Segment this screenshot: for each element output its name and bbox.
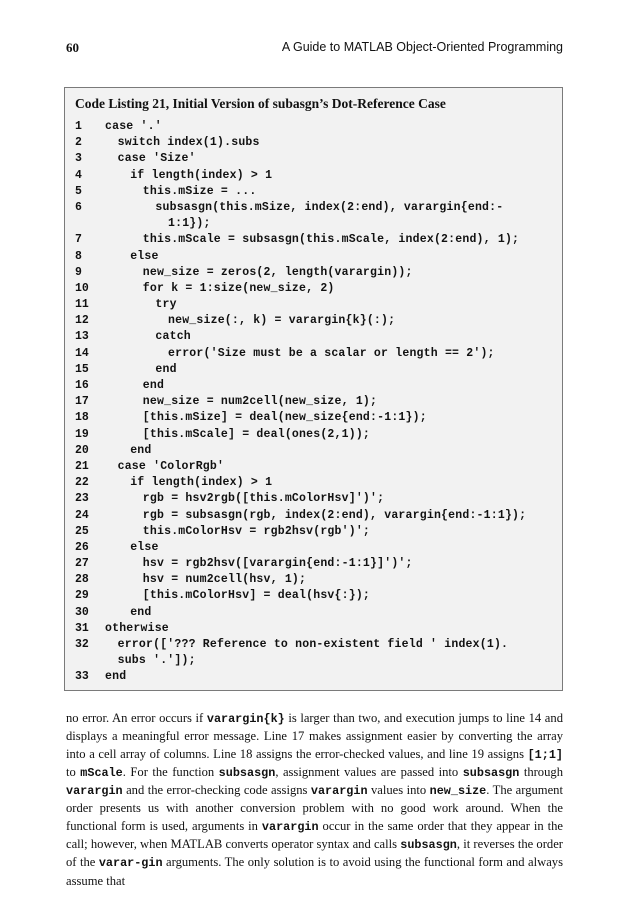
code-line [65,362,562,378]
inline-code: varargin [66,784,123,799]
inline-code: [1;1] [527,747,563,762]
code-line [65,572,562,588]
code-line [65,329,562,345]
line-number: 7 [75,233,82,247]
code-text: try [155,298,177,312]
code-text: new_size(:, k) = varargin{k}(:); [168,314,396,328]
line-number: 24 [75,508,89,522]
code-text: error(['??? Reference to non-existent field ' index(1). [117,638,509,651]
line-number: 20 [75,443,89,457]
code-text: rgb = hsv2rgb([this.mColorHsv]')'; [142,492,385,506]
code-line [65,508,562,524]
code-line [65,249,562,265]
code-text: case 'Size' [117,152,196,166]
code-text: switch index(1).subs [117,136,260,150]
code-text: new_size = num2cell(new_size, 1); [142,395,378,409]
code-text: end [130,443,152,457]
code-line [65,313,562,329]
running-title: A Guide to MATLAB Object-Oriented Programming [281,40,563,54]
line-number: 16 [75,379,89,392]
code-text: subs '.']); [117,654,196,668]
code-text: [this.mScale] = deal(ones(2,1)); [142,427,371,441]
line-number: 19 [75,427,89,441]
code-line [65,653,562,669]
line-number: 21 [75,459,89,473]
code-line [65,265,562,281]
code-line [65,524,562,540]
line-number: 12 [75,314,89,328]
code-line [65,119,562,135]
code-line [65,540,562,556]
code-text: else [130,540,159,554]
page-header [66,40,563,60]
code-line [65,410,562,426]
line-number: 4 [75,168,82,182]
code-text: end [130,605,152,619]
line-number: 33 [75,670,89,684]
code-text: if length(index) > 1 [130,168,273,182]
code-text: end [105,670,127,684]
code-line [65,281,562,297]
body-text-segment: occur in the same order that they appear in the call; however, when MATLAB converts operator syntax and calls [66,818,563,852]
code-listing-title: Code Listing 21, Initial Version of subasgn’s Dot-Reference Case [75,96,446,111]
code-line [65,605,562,621]
code-text: subsasgn(this.mSize, index(2:end), varargin{end:- [155,200,504,214]
code-text: rgb = subsasgn(rgb, index(2:end), varargin{end:-1:1}); [142,508,527,522]
line-number: 28 [75,573,89,587]
body-text-segment: . The argument order presents us with another conversion problem with no good work around. When the functional form is used, arguments in [66,783,563,833]
code-listing-box [64,87,563,691]
code-text: 1:1}); [168,217,211,231]
code-line [65,427,562,443]
code-text: error('Size must be a scalar or length == 2'); [168,346,495,360]
line-number: 23 [75,492,89,506]
code-line [65,168,562,184]
code-line [65,669,562,685]
code-text: this.mScale = subsasgn(this.mScale, index(2:end), 1); [142,233,520,247]
code-block [65,119,562,686]
body-text-segment: to [66,764,81,779]
line-number: 27 [75,557,89,571]
code-text: if length(index) > 1 [130,476,273,490]
body-text-segment: through [519,764,563,779]
code-text: [this.mSize] = deal(new_size{end:-1:1}); [142,411,427,425]
code-line [65,588,562,604]
line-number: 32 [75,638,89,651]
code-text: case '.' [105,120,162,133]
line-number: 3 [75,152,82,166]
code-line [65,459,562,475]
code-line [65,151,562,167]
inline-code: varargin [310,784,368,799]
line-number: 17 [75,395,89,409]
line-number: 10 [75,281,89,295]
code-line [65,216,562,232]
code-line [65,621,562,637]
code-line [65,200,562,216]
line-number: 1 [75,120,82,133]
line-number: 6 [75,200,82,214]
body-paragraph [66,710,563,890]
body-text-segment: is larger than two, and execution jumps to line 14 and displays a meaningful error message. Line 17 makes assignment easier by converting the array into a cell array of columns. Line 18 assigns the error-checked values, and line 19 assigns [66,711,563,761]
inline-code: varargin{k} [206,712,285,726]
code-line [65,184,562,200]
line-number: 11 [75,298,89,312]
body-text-segment: values into [367,783,430,798]
line-number: 26 [75,540,89,554]
code-text: [this.mColorHsv] = deal(hsv{:}); [142,589,371,603]
code-text: otherwise [105,621,169,635]
code-text: this.mSize = ... [142,184,257,198]
page-number: 60 [66,40,79,55]
inline-code: subsasgn [462,765,520,780]
line-number: 30 [75,605,89,619]
line-number: 14 [75,346,89,360]
code-text: this.mColorHsv = rgb2hsv(rgb')'; [142,524,371,538]
line-number: 18 [75,411,89,425]
line-number: 2 [75,136,82,150]
code-text: catch [155,330,191,344]
code-line [65,346,562,362]
inline-code: varargin [261,819,319,834]
code-line [65,491,562,507]
code-line [65,378,562,394]
code-line [65,637,562,653]
code-line [65,475,562,491]
code-line [65,232,562,248]
line-number: 22 [75,476,89,490]
line-number: 5 [75,184,82,198]
line-number: 8 [75,249,82,263]
code-text: case 'ColorRgb' [117,459,225,473]
code-text: for k = 1:size(new_size, 2) [142,281,335,295]
code-text: hsv = rgb2hsv([varargin{end:-1:1}]')'; [142,557,413,571]
line-number: 31 [75,621,89,635]
code-text: end [142,379,165,392]
code-text: hsv = num2cell(hsv, 1); [142,573,307,587]
body-text-segment: , assignment values are passed into [275,764,463,779]
line-number: 13 [75,330,89,344]
body-text-segment: , it reverses the order of the [66,837,564,870]
body-text-segment: arguments. The only solution is to avoid using the functional form and always assume that [66,855,563,888]
code-text: else [130,249,159,263]
line-number: 25 [75,524,89,538]
inline-code: subsasgn [218,765,276,780]
body-text-segment: and the error-checking code assigns [122,783,311,798]
code-line [65,297,562,313]
code-text: end [155,362,177,376]
code-line [65,443,562,459]
line-number: 15 [75,362,89,376]
code-line [65,394,562,410]
inline-code: new_size [429,784,487,799]
line-number: 9 [75,265,82,279]
line-number: 29 [75,589,89,603]
code-line [65,135,562,151]
body-text-segment: . For the function [122,764,219,779]
inline-code: varar-gin [98,856,163,871]
inline-code: subsasgn [400,838,457,853]
inline-code: mScale [80,765,123,780]
body-text-segment: no error. An error occurs if [66,711,207,725]
code-line [65,556,562,572]
code-text: new_size = zeros(2, length(varargin)); [142,265,413,279]
